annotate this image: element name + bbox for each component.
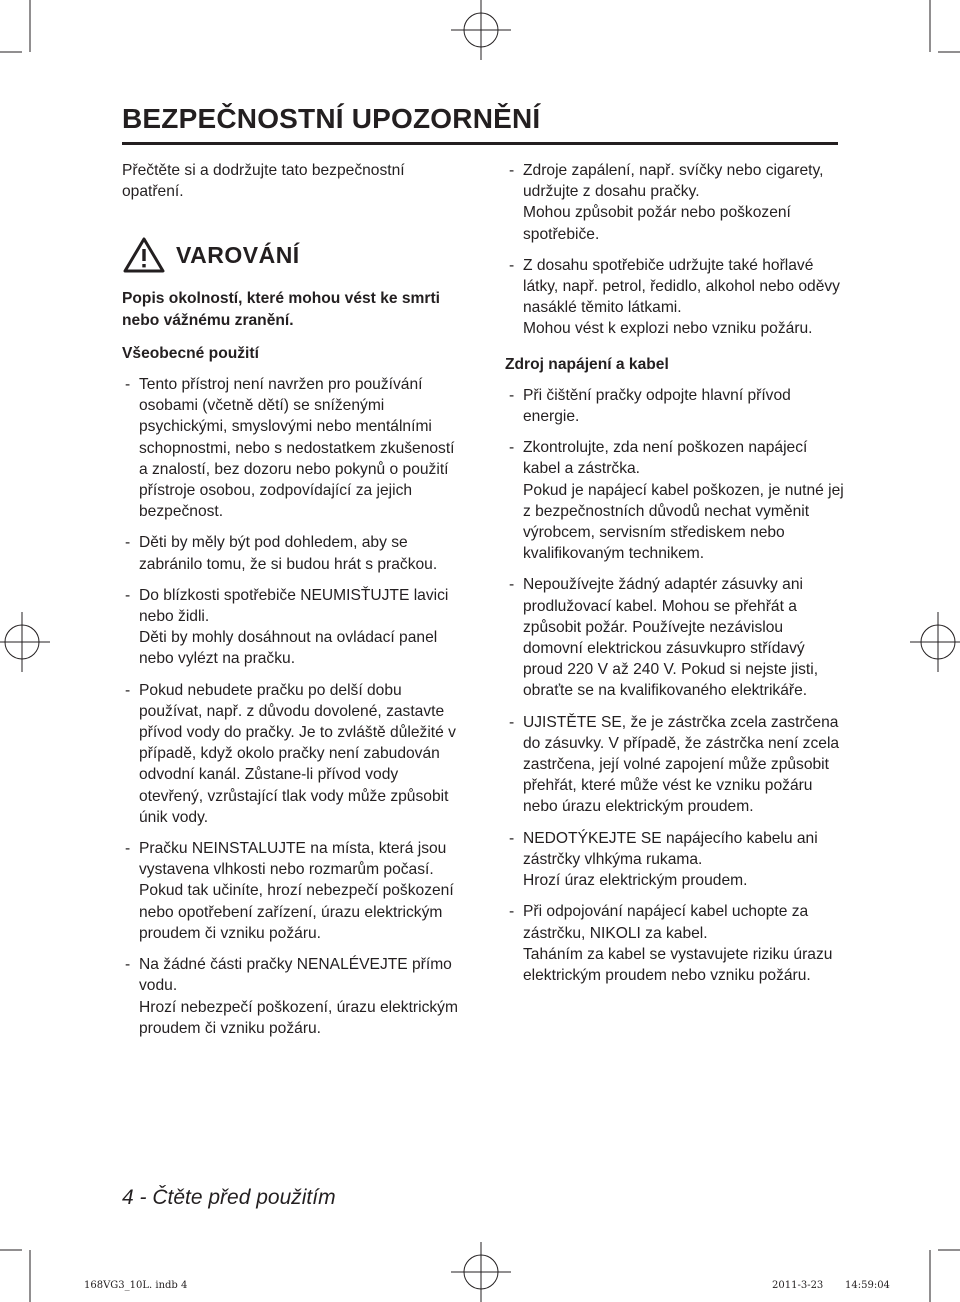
item-text: - Z dosahu spotřebiče udržujte také hořlavé látky, např. petrol, ředidlo, alkohol nebo oděvy nasáklé těmito látkami. [523, 256, 840, 317]
item-text: - Do blízkosti spotřebiče NEUMISŤUJTE lavici nebo židli. [139, 586, 449, 626]
list-item [122, 585, 462, 670]
item-text: Taháním za kabel se vystavujete riziku úrazu elektrickým proudem nebo vzniku požáru. [523, 945, 833, 984]
print-slug-time: 14:59:04 [845, 1280, 890, 1291]
power-supply-heading: Zdroj napájení a kabel [505, 355, 669, 373]
item-text: Děti by mohly dosáhnout na ovládací panel nebo vylézt na pračku. [139, 629, 438, 668]
list-item [122, 838, 462, 944]
list-item [506, 712, 846, 818]
item-text: - Zkontrolujte, zda není poškozen napájecí kabel a zástrčka. [523, 439, 808, 478]
list-item [506, 160, 846, 245]
list-item [506, 828, 846, 892]
list-item [506, 385, 846, 427]
list-item [506, 901, 846, 986]
page-footer: 4 - Čtěte před použitím [122, 1186, 336, 1209]
crop-mark-bottom-left [0, 1242, 60, 1302]
registration-mark-left [0, 612, 50, 672]
item-text: - Na žádné části pračky NENALÉVEJTE přímo vodu. [139, 956, 452, 995]
item-text: - Pračku NEINSTALUJTE na místa, která jsou vystavena vlhkosti nebo rozmarům počasí. [139, 840, 447, 879]
warning-triangle-icon [122, 236, 166, 274]
item-text: - NEDOTÝKEJTE SE napájecího kabelu ani zástrčky vlhkýma rukama. [523, 829, 818, 868]
item-text: Mohou způsobit požár nebo poškození spotřebiče. [523, 204, 791, 243]
left-column [122, 160, 462, 1049]
item-text: - Tento přístroj není navržen pro používání osobami (včetně dětí) se sníženými psychickými, smyslovými nebo mentálními schopnostmi, nebo s nedostatkem zkušeností a znalostí, bez dozoru nebo pokynů o použití přístroje osobou, zodpovídající za jejich bezpečnost. [139, 376, 455, 521]
item-text: Pokud tak učiníte, hrozí nebezpečí poškození nebo opotřebení zařízení, úrazu elektrickým proudem či vzniku požáru. [139, 882, 454, 942]
general-use-list [122, 374, 462, 1039]
list-item [122, 680, 462, 828]
item-text: - UJISTĚTE SE, že je zástrčka zcela zastrčena do zásuvky. V případě, že zástrčka není zcela zastrčena, její volné zapojení může způsobit přehřát, které může vést ke vzniku požáru nebo úrazu elektrickým proudem. [523, 713, 840, 816]
intro-text: Přečtěte si a dodržujte tato bezpečnostní opatření. [122, 162, 405, 201]
item-text: - Nepoužívejte žádný adaptér zásuvky ani prodlužovací kabel. Mohou se přehřát a způsobit požár. Používejte nezávislou domovní elektrickou zásuvkupro střídavý proud 220 V až 240 V. Pokud si nejste jisti, obraťte se na kvalifikovaného elektrikáře. [523, 576, 819, 700]
item-text: - Zdroje zapálení, např. svíčky nebo cigarety, udržujte z dosahu pračky. [523, 162, 824, 201]
list-item [122, 374, 462, 522]
item-text: Mohou vést k explozi nebo vzniku požáru. [523, 320, 813, 338]
item-text: - Při čištění pračky odpojte hlavní přívod energie. [523, 386, 791, 426]
power-supply-list [506, 385, 846, 986]
registration-mark-bottom [451, 1242, 511, 1302]
registration-mark-right [910, 612, 960, 672]
list-item [506, 437, 846, 564]
list-item [506, 255, 846, 340]
title-rule [122, 142, 838, 145]
general-use-heading: Všeobecné použití [122, 344, 259, 362]
list-item [122, 532, 462, 574]
crop-mark-top-right [900, 0, 960, 60]
warning-header [122, 236, 462, 274]
item-text: Hrozí nebezpečí poškození, úrazu elektrickým proudem či vzniku požáru. [139, 998, 458, 1037]
item-text: - Pokud nebudete pračku po delší dobu používat, např. z důvodu dovolené, zastavte přívod vody do pračky. Je to zvláště důležité v případě, když okolo pračky není zabudován odvodní kanál. Zůstane-li přívod vody otevřený, vzrůstající tlak vody může způsobit únik vody. [139, 681, 456, 826]
print-slug-date: 2011-3-23 [772, 1280, 824, 1291]
page-title: BEZPEČNOSTNÍ UPOZORNĚNÍ [122, 103, 541, 134]
item-text: - Děti by měly být pod dohledem, aby se zabránilo tomu, že si budou hrát s pračkou. [139, 534, 438, 573]
crop-mark-top-left [0, 0, 60, 60]
item-text: Hrozí úraz elektrickým proudem. [523, 872, 748, 890]
warning-title: VAROVÁNÍ [176, 241, 300, 268]
crop-mark-bottom-right [900, 1242, 960, 1302]
item-text: - Při odpojování napájecí kabel uchopte za zástrčku, NIKOLI za kabel. [523, 903, 809, 942]
print-slug-file: 168VG3_10L. indb 4 [84, 1280, 188, 1291]
list-item [506, 574, 846, 701]
list-item [122, 954, 462, 1039]
ignition-list [506, 160, 846, 340]
warning-description: Popis okolností, které mohou vést ke smrti nebo vážnému zranění. [122, 290, 441, 329]
item-text: Pokud je napájecí kabel poškozen, je nutné jej z bezpečnostních důvodů nechat vyměnit výrobcem, servisním střediskem nebo kvalifikovaným technikem. [523, 481, 844, 563]
registration-mark-top [451, 0, 511, 60]
right-column [506, 160, 846, 996]
